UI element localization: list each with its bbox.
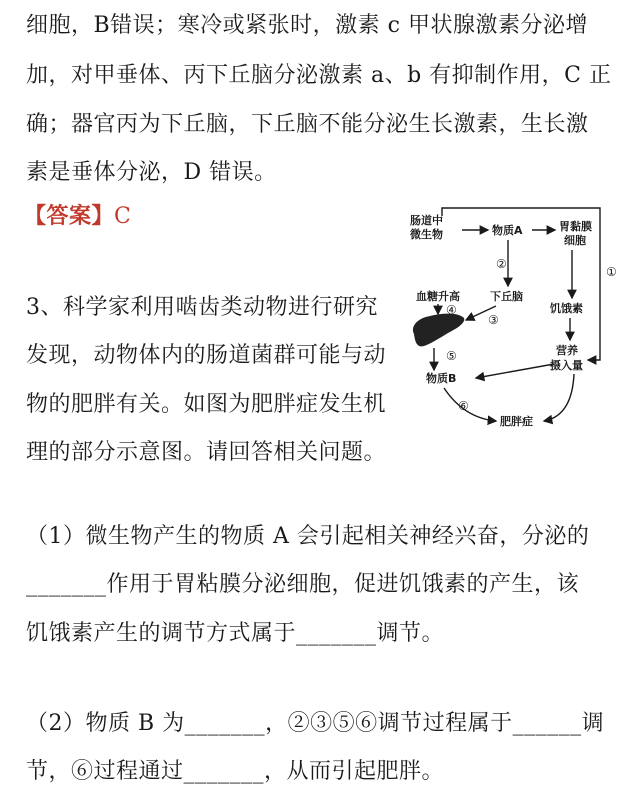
step-1-label: ① — [606, 265, 617, 279]
intro-line: 物的肥胖有关。如图为肥胖症发生机 — [26, 392, 387, 417]
step-2-label: ② — [496, 257, 507, 271]
explanation-line: 素是垂体分泌，D 错误。 — [26, 160, 277, 185]
sub2-line: （2）物质 B 为_______，②③⑤⑥调节过程属于______调 — [26, 711, 605, 736]
svg-text:营养: 营养 — [556, 344, 578, 357]
hypothalamus-node: 下丘脑 — [490, 290, 523, 303]
explanation-line: 确；器官丙为下丘脑，下丘脑不能分泌生长激素，生长激 — [26, 112, 589, 137]
explanation-line: 细胞，B错误；寒冷或紧张时，激素 c 甲状腺激素分泌增 — [26, 13, 588, 38]
answer-tag: 【答案】 — [24, 203, 115, 229]
sub2-line: 节，⑥过程通过_______，从而引起肥胖。 — [26, 759, 445, 784]
ghrelin-node: 饥饿素 — [550, 302, 583, 315]
step-3-label: ③ — [488, 313, 499, 327]
sub1-line: （1）微生物产生的物质 A 会引起相关神经兴奋，分泌的 — [26, 524, 590, 549]
intro-line: 3、科学家利用啮齿类动物进行研究 — [26, 295, 378, 320]
svg-text:微生物: 微生物 — [410, 228, 443, 241]
obesity-mechanism-diagram — [404, 192, 634, 482]
svg-text:胃黏膜: 胃黏膜 — [559, 220, 592, 233]
sub1-line: _______作用于胃粘膜分泌细胞，促进饥饿素的产生，该 — [26, 572, 580, 597]
intro-line: 发现，动物体内的肠道菌群可能与动 — [26, 343, 387, 368]
answer-value: C — [114, 204, 132, 229]
gut-microbe-node — [410, 213, 443, 241]
substance-a-node: 物质A — [492, 224, 523, 237]
svg-text:摄入量: 摄入量 — [550, 359, 583, 372]
blood-sugar-node: 血糖升高 — [416, 290, 460, 303]
svg-text:细胞: 细胞 — [564, 234, 586, 247]
step-6-label: ⑥ — [458, 399, 469, 413]
nutrient-intake-node — [550, 343, 583, 372]
pancreas-icon — [413, 314, 464, 347]
svg-text:肠道中: 肠道中 — [410, 214, 443, 227]
obesity-node: 肥胖症 — [500, 415, 533, 428]
gastric-mucosa-node — [559, 219, 592, 247]
sub1-line: 饥饿素产生的调节方式属于_______调节。 — [26, 621, 445, 646]
intro-line: 理的部分示意图。请回答相关问题。 — [26, 440, 387, 465]
step-4-label: ④ — [446, 303, 457, 317]
explanation-line: 加，对甲垂体、丙下丘脑分泌激素 a、b 有抑制作用，C 正 — [26, 63, 612, 88]
step-5-label: ⑤ — [446, 349, 457, 363]
answer-line — [24, 204, 131, 229]
substance-b-node: 物质B — [426, 372, 457, 385]
